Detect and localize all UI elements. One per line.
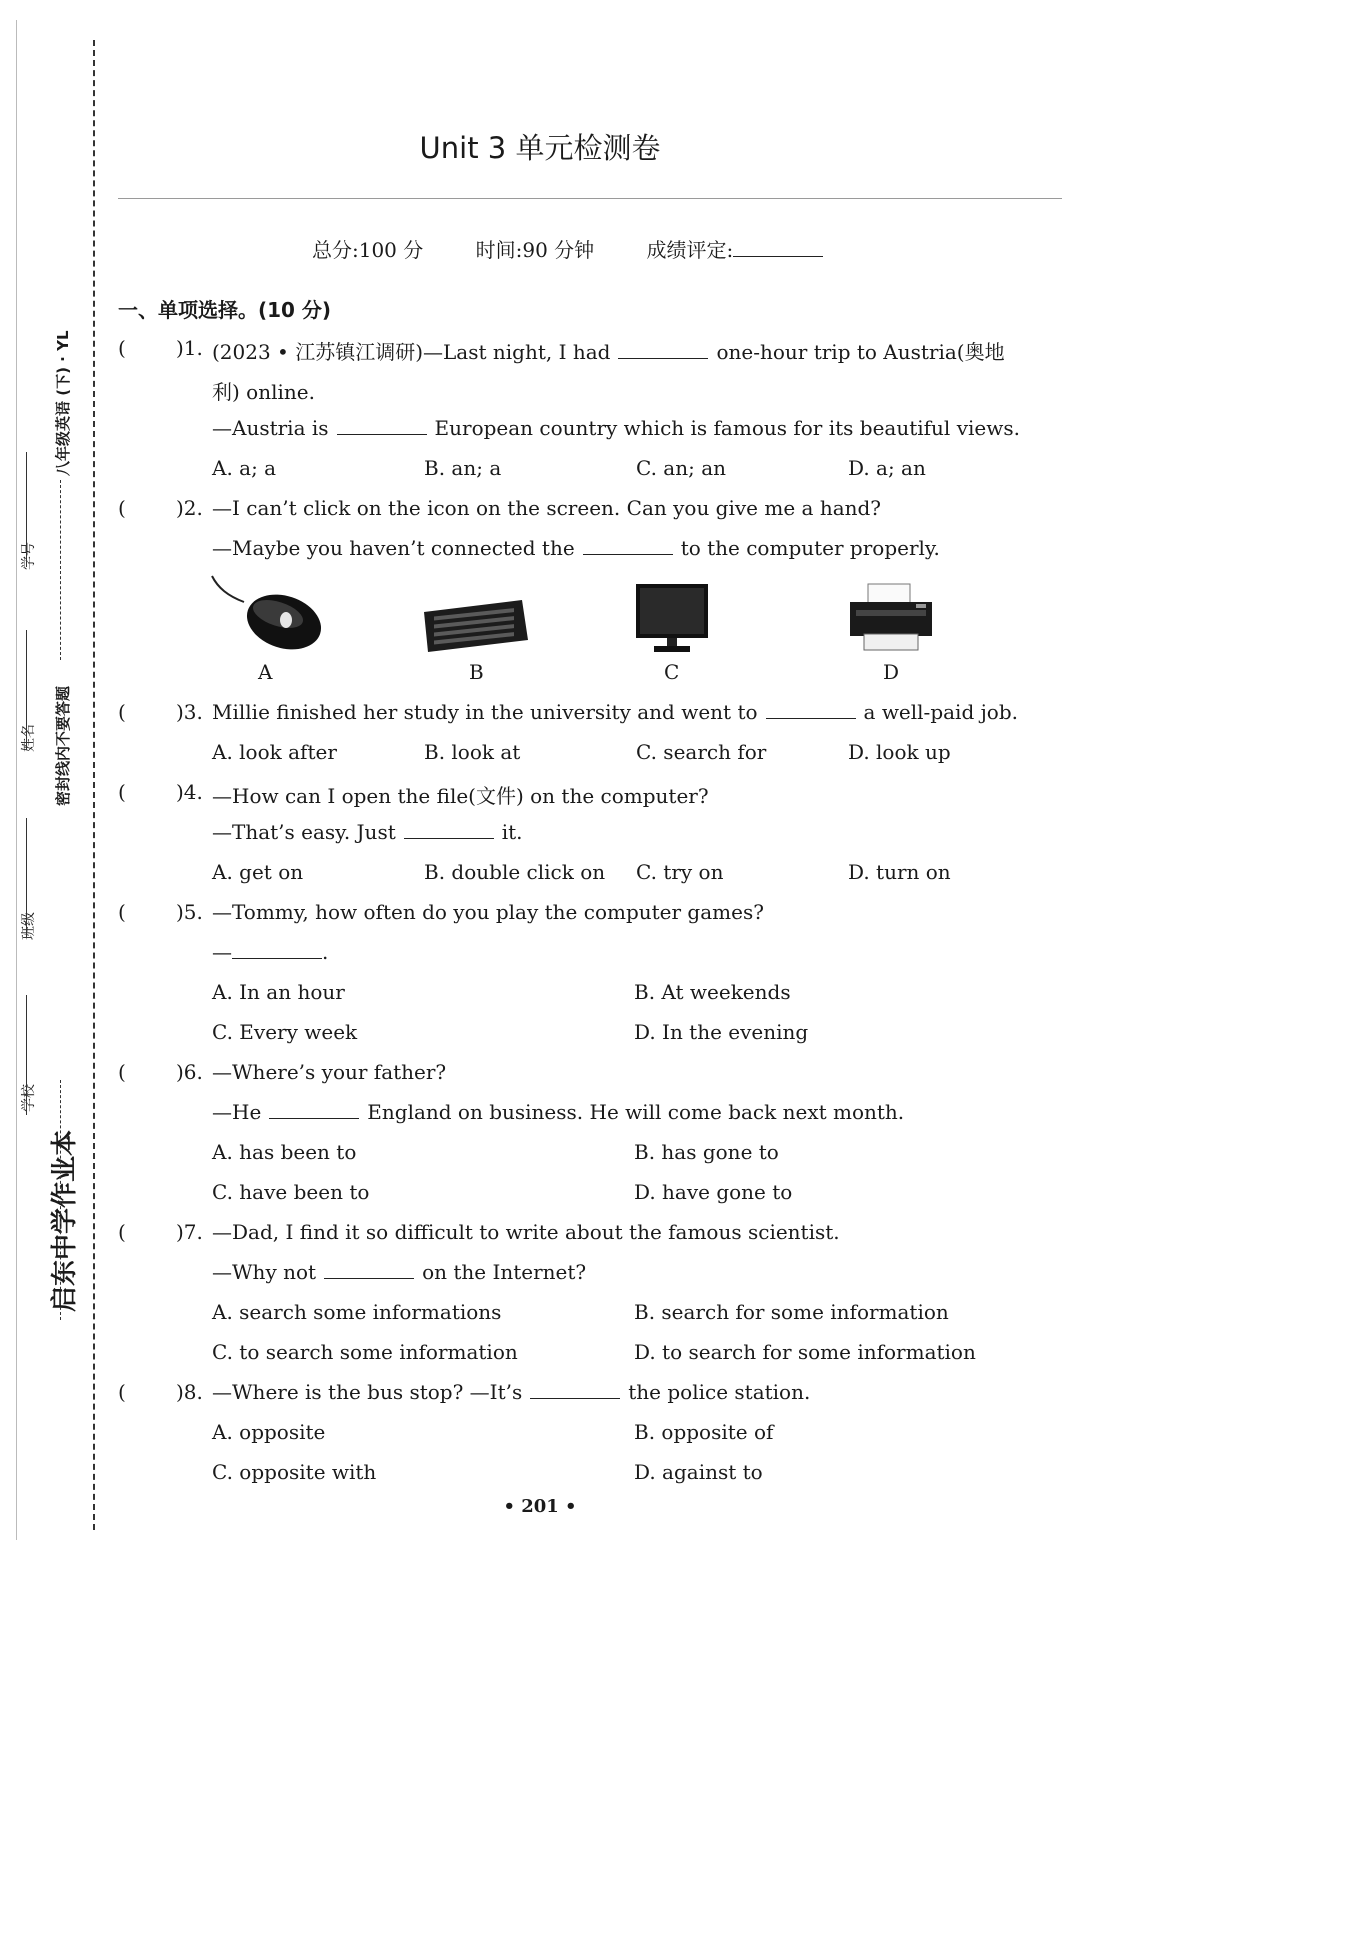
option-a[interactable]: A. a; a [212, 456, 277, 480]
question-number: )8. [176, 1380, 203, 1404]
grade-blank[interactable] [733, 238, 823, 257]
question-line: —He England on business. He will come back next month. [212, 1100, 905, 1124]
question-line: —I can’t click on the icon on the screen. Can you give me a hand? [212, 496, 882, 520]
option-d[interactable]: D. against to [634, 1460, 763, 1484]
answer-blank[interactable] [618, 342, 708, 359]
answer-blank[interactable] [269, 1102, 359, 1119]
question-number: )2. [176, 496, 203, 520]
name-field-line [26, 630, 27, 750]
mouse-image[interactable] [208, 574, 324, 654]
sidebar-dash-1 [60, 1080, 61, 1320]
book-title: 八年级英语 (下) · YL [54, 330, 72, 476]
option-d[interactable]: D. look up [848, 740, 951, 764]
answer-paren[interactable]: ( [118, 1220, 126, 1244]
option-b[interactable]: B. an; a [424, 456, 502, 480]
question-line: —Dad, I find it so difficult to write about the famous scientist. [212, 1220, 840, 1244]
option-a[interactable]: A. search some informations [212, 1300, 502, 1324]
question-line: —How can I open the file(文件) on the computer? [212, 784, 709, 808]
answer-paren[interactable]: ( [118, 900, 126, 924]
option-d[interactable]: D. have gone to [634, 1180, 793, 1204]
option-a[interactable]: A. look after [212, 740, 337, 764]
answer-blank[interactable] [324, 1262, 414, 1279]
question-line: —Why not on the Internet? [212, 1260, 587, 1284]
question-line: —That’s easy. Just it. [212, 820, 523, 844]
page-edge-line [16, 20, 17, 1540]
option-c[interactable]: C. have been to [212, 1180, 370, 1204]
option-c[interactable]: C. Every week [212, 1020, 358, 1044]
option-d[interactable]: D. turn on [848, 860, 951, 884]
question-line: —Where is the bus stop? —It’s the police station. [212, 1380, 811, 1404]
school-field-line [26, 995, 27, 1115]
answer-paren[interactable]: ( [118, 496, 126, 520]
answer-blank[interactable] [337, 418, 427, 435]
seat-label: 学校 [21, 1084, 37, 1112]
option-a[interactable]: A. has been to [212, 1140, 357, 1164]
answer-blank[interactable] [404, 822, 494, 839]
seal-dashed-line [93, 40, 95, 1530]
option-c[interactable]: C. try on [636, 860, 724, 884]
option-c[interactable]: C. opposite with [212, 1460, 377, 1484]
answer-paren[interactable]: ( [118, 1380, 126, 1404]
exam-time: 时间:90 分钟 [475, 238, 595, 262]
option-d[interactable]: D [883, 660, 900, 684]
question-line: Millie finished her study in the university and went to a well-paid job. [212, 700, 1019, 724]
question-number: )6. [176, 1060, 203, 1084]
question-line: —Tommy, how often do you play the computer games? [212, 900, 764, 924]
total-score: 总分:100 分 [312, 238, 424, 262]
id-field-line [26, 452, 27, 567]
option-b[interactable]: B [469, 660, 484, 684]
monitor-image[interactable] [634, 582, 710, 654]
question-number: )3. [176, 700, 203, 724]
question-line: — . [212, 940, 329, 964]
option-a[interactable]: A. In an hour [212, 980, 345, 1004]
answer-blank[interactable] [583, 538, 673, 555]
option-b[interactable]: B. look at [424, 740, 521, 764]
answer-blank[interactable] [232, 942, 322, 959]
id-label: 学号 [21, 542, 37, 570]
answer-blank[interactable] [766, 702, 856, 719]
option-c[interactable]: C [664, 660, 680, 684]
answer-paren[interactable]: ( [118, 780, 126, 804]
question-number: )1. [176, 336, 203, 360]
question-line: —Where’s your father? [212, 1060, 447, 1084]
scoring-row [312, 234, 869, 263]
sidebar-dash-2 [60, 480, 61, 660]
page-title: Unit 3 单元检测卷 [419, 131, 661, 165]
seal-notice: 密封线内不要答题 [54, 685, 72, 806]
option-a[interactable]: A. opposite [212, 1420, 326, 1444]
class-field-line [26, 818, 27, 938]
school-name: 启东中学作业本 [50, 1129, 80, 1312]
question-number: )7. [176, 1220, 203, 1244]
keyboard-image[interactable] [420, 596, 530, 656]
option-a[interactable]: A [258, 660, 273, 684]
question-line: 利) online. [212, 380, 315, 404]
option-c[interactable]: C. search for [636, 740, 767, 764]
answer-blank[interactable] [530, 1382, 620, 1399]
section-heading: 一、单项选择。(10 分) [118, 298, 332, 322]
title-divider [118, 198, 1062, 199]
answer-paren[interactable]: ( [118, 336, 126, 360]
question-number: )5. [176, 900, 203, 924]
option-b[interactable]: B. At weekends [634, 980, 791, 1004]
question-line: —Austria is European country which is famous for its beautiful views. [212, 416, 1020, 440]
printer-image[interactable] [846, 580, 936, 654]
option-b[interactable]: B. has gone to [634, 1140, 779, 1164]
option-c[interactable]: C. to search some information [212, 1340, 518, 1364]
grade-label: 成绩评定: [646, 238, 734, 262]
option-d[interactable]: D. a; an [848, 456, 926, 480]
option-b[interactable]: B. search for some information [634, 1300, 949, 1324]
option-d[interactable]: D. In the evening [634, 1020, 809, 1044]
option-d[interactable]: D. to search for some information [634, 1340, 976, 1364]
option-a[interactable]: A. get on [212, 860, 304, 884]
question-line: (2023 • 江苏镇江调研)—Last night, I had one-hour trip to Austria(奥地 [212, 340, 1005, 364]
page-number: • 201 • [503, 1496, 577, 1517]
option-b[interactable]: B. double click on [424, 860, 606, 884]
name-label: 姓名 [21, 724, 37, 752]
option-c[interactable]: C. an; an [636, 456, 727, 480]
class-label: 班级 [21, 912, 37, 940]
question-line: —Maybe you haven’t connected the to the computer properly. [212, 536, 940, 560]
answer-paren[interactable]: ( [118, 700, 126, 724]
question-number: )4. [176, 780, 203, 804]
option-b[interactable]: B. opposite of [634, 1420, 774, 1444]
answer-paren[interactable]: ( [118, 1060, 126, 1084]
